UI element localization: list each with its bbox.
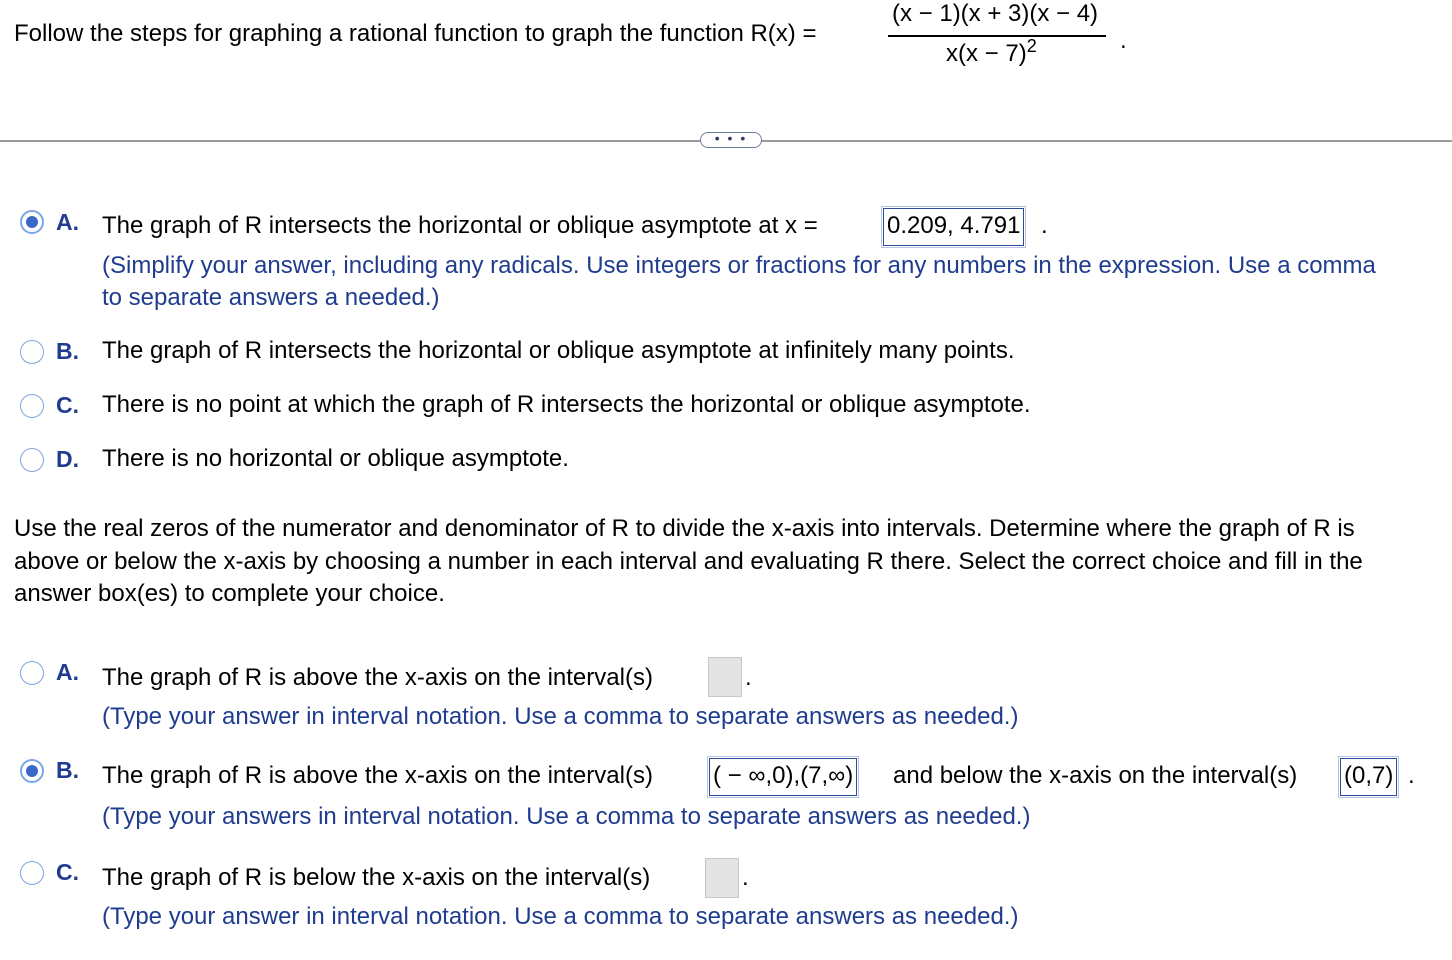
- q1-option-a-radio[interactable]: [20, 210, 44, 234]
- q1-answer-box-wrapper: [881, 206, 1026, 248]
- q1-option-b-radio[interactable]: [20, 340, 44, 364]
- prompt-period: .: [1120, 27, 1127, 54]
- q1-option-a-text: The graph of R intersects the horizontal or oblique asymptote at x =: [102, 212, 818, 239]
- denominator-base: x(x − 7): [946, 40, 1027, 67]
- q1-option-d-text: There is no horizontal or oblique asymptote.: [102, 445, 569, 472]
- q2-instructions-line1: Use the real zeros of the numerator and denominator of R to divide the x-axis into intervals. Determine where the graph of R is: [14, 515, 1355, 542]
- q1-option-a-hint-line2: to separate answers a needed.): [102, 284, 440, 311]
- q2-option-b-period: .: [1408, 762, 1415, 789]
- q2-below-answer-box[interactable]: (0,7): [1340, 758, 1397, 796]
- q2-below-answer-wrapper: [1338, 756, 1399, 798]
- q2-instructions-line3: answer box(es) to complete your choice.: [14, 580, 445, 607]
- q2-option-c-text: The graph of R is below the x-axis on the interval(s): [102, 864, 651, 891]
- q1-option-a-period: .: [1041, 212, 1048, 239]
- q1-answer-box[interactable]: 0.209, 4.791: [883, 208, 1024, 246]
- prompt-text: Follow the steps for graphing a rational function to graph the function R(x) =: [14, 20, 817, 47]
- q1-option-a-letter: A.: [56, 209, 79, 235]
- q2-option-a-radio[interactable]: [20, 661, 44, 685]
- q2-option-c-hint: (Type your answer in interval notation. Use a comma to separate answers as needed.): [102, 903, 1019, 930]
- q2-option-b-letter: B.: [56, 757, 79, 783]
- q2-option-c-period: .: [742, 864, 749, 891]
- q1-option-b-text: The graph of R intersects the horizontal or oblique asymptote at infinitely many points.: [102, 337, 1015, 364]
- q2-option-a-answer-box[interactable]: [708, 657, 742, 697]
- fraction-denominator: [946, 36, 1037, 68]
- q1-option-b-letter: B.: [56, 338, 79, 364]
- q2-option-a-text: The graph of R is above the x-axis on the interval(s): [102, 664, 653, 691]
- q1-option-d-letter: D.: [56, 446, 79, 472]
- q2-above-answer-wrapper: [707, 756, 859, 798]
- q2-option-b-text: The graph of R is above the x-axis on the interval(s): [102, 762, 653, 789]
- q1-option-d-radio[interactable]: [20, 448, 44, 472]
- q2-option-c-radio[interactable]: [20, 861, 44, 885]
- fraction-numerator: (x − 1)(x + 3)(x − 4): [892, 0, 1099, 27]
- q2-option-c-letter: C.: [56, 859, 79, 885]
- expand-more-button[interactable]: • • •: [700, 132, 762, 148]
- q2-option-b-hint: (Type your answers in interval notation. Use a comma to separate answers as needed.): [102, 803, 1031, 830]
- q1-option-c-letter: C.: [56, 392, 79, 418]
- q2-instructions-line2: above or below the x-axis by choosing a number in each interval and evaluating R there. Select the correct choice and fill in the: [14, 548, 1363, 575]
- q2-option-a-letter: A.: [56, 659, 79, 685]
- q2-option-a-hint: (Type your answer in interval notation. Use a comma to separate answers as needed.): [102, 703, 1019, 730]
- q1-option-c-text: There is no point at which the graph of R intersects the horizontal or oblique asymptote.: [102, 391, 1031, 418]
- fraction-bar: [888, 35, 1106, 37]
- q2-option-c-answer-box[interactable]: [705, 858, 739, 898]
- q1-option-c-radio[interactable]: [20, 394, 44, 418]
- q1-option-a-hint-line1: (Simplify your answer, including any radicals. Use integers or fractions for any numbers in the expression. Use a comma: [102, 252, 1376, 279]
- denominator-exponent: 2: [1026, 36, 1037, 56]
- q2-option-b-radio[interactable]: [20, 759, 44, 783]
- q2-option-b-middle-text: and below the x-axis on the interval(s): [893, 762, 1298, 789]
- q2-above-answer-box[interactable]: ( − ∞,0),(7,∞): [709, 758, 857, 796]
- q2-option-a-period: .: [745, 664, 752, 691]
